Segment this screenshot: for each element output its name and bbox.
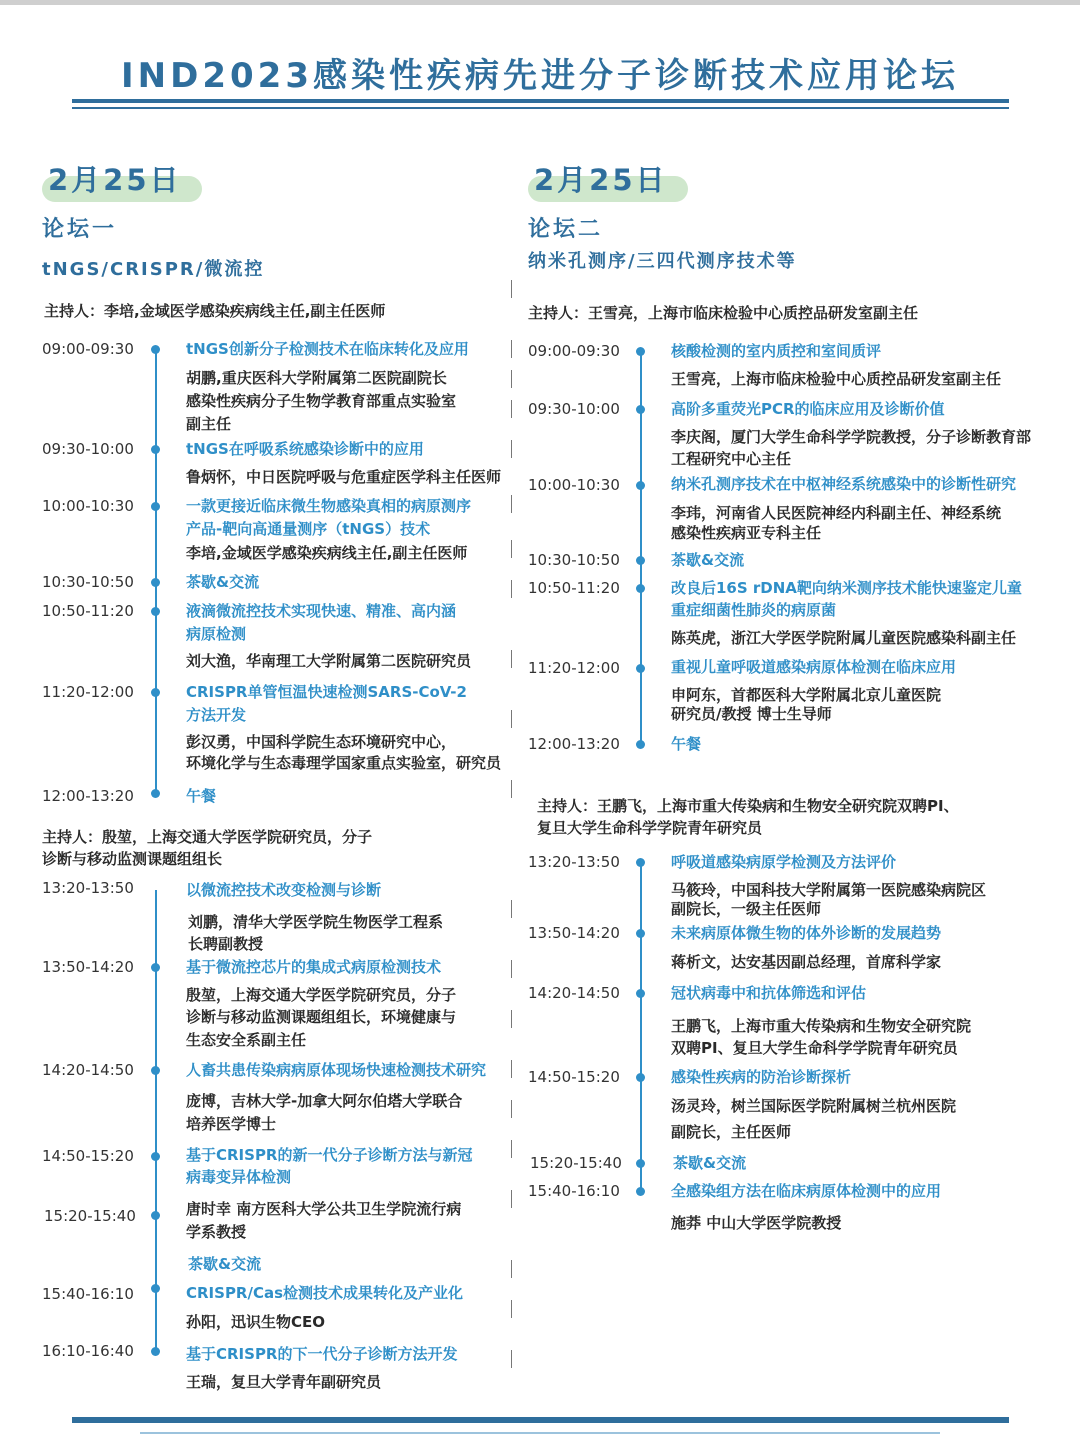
session-title: 重视儿童呼吸道感染病原体检测在临床应用: [671, 658, 957, 676]
divider-dash: [511, 580, 512, 598]
timeline-dot: [636, 405, 645, 414]
session-speaker: 陈英虎，浙江大学医学院附属儿童医院感染科副主任: [671, 629, 1017, 647]
session-title: 茶歇&交流: [671, 551, 745, 569]
divider-dash: [511, 495, 512, 513]
bottom-rule-thin: [140, 1432, 940, 1434]
left-host-2: 主持人：殷堃，上海交通大学医学院研究员，分子: [42, 828, 373, 846]
session-time: 13:20-13:50: [528, 853, 620, 871]
session-time: 14:50-15:20: [42, 1147, 134, 1165]
session-speaker: 副主任: [186, 415, 232, 433]
left-forum-name: 论坛一: [42, 217, 118, 242]
session-speaker: 施莽 中山大学医学院教授: [671, 1214, 842, 1232]
session-title: CRISPR单管恒温快速检测SARS-CoV-2: [186, 683, 467, 701]
session-title: tNGS创新分子检测技术在临床转化及应用: [186, 340, 469, 358]
session-speaker: 王雪亮，上海市临床检验中心质控品研发室副主任: [671, 370, 1002, 388]
session-title: 午餐: [186, 787, 217, 805]
session-time: 14:20-14:50: [528, 984, 620, 1002]
session-title: 改良后16S rDNA靶向纳米测序技术能快速鉴定儿童: [671, 579, 1022, 597]
right-host-1: 主持人：王雪亮，上海市临床检验中心质控品研发室副主任: [528, 304, 919, 322]
timeline-dot: [151, 578, 160, 587]
session-time: 10:50-11:20: [42, 602, 134, 620]
session-title: 呼吸道感染病原学检测及方法评价: [671, 853, 897, 871]
session-speaker: 学系教授: [186, 1223, 247, 1241]
session-title: 以微流控技术改变检测与诊断: [186, 881, 382, 899]
session-speaker: 马筱玲，中国科技大学附属第一医院感染病院区: [671, 881, 987, 899]
timeline-dot: [151, 607, 160, 616]
timeline-dot: [151, 1347, 160, 1356]
right-forum-topic: 纳米孔测序/三四代测序技术等: [528, 251, 797, 272]
left-forum-topic: tNGS/CRISPR/微流控: [42, 259, 265, 280]
divider-dash: [511, 370, 512, 388]
session-title: 午餐: [671, 735, 702, 753]
divider-dash: [511, 1060, 512, 1078]
session-speaker: 庞博，吉林大学-加拿大阿尔伯塔大学联合: [186, 1092, 463, 1110]
timeline-dot: [151, 1284, 160, 1293]
session-title: 基于CRISPR的新一代分子诊断方法与新冠: [186, 1146, 473, 1164]
timeline-dot: [151, 345, 160, 354]
divider-dash: [511, 1190, 512, 1208]
timeline-dot: [636, 664, 645, 673]
session-speaker: 诊断与移动监测课题组组长，环境健康与: [186, 1008, 457, 1026]
session-time: 15:20-15:40: [530, 1154, 622, 1172]
divider-dash: [511, 650, 512, 668]
session-time: 13:50-14:20: [528, 924, 620, 942]
session-time: 11:20-12:00: [528, 659, 620, 677]
session-speaker: 生态安全系副主任: [186, 1031, 307, 1049]
timeline-dot: [151, 688, 160, 697]
session-speaker: 王鹏飞，上海市重大传染病和生物安全研究院: [671, 1017, 972, 1035]
session-speaker: 副院长，一级主任医师: [671, 900, 822, 918]
session-title: 未来病原体微生物的体外诊断的发展趋势: [671, 924, 942, 942]
session-time: 15:20-15:40: [44, 1207, 136, 1225]
session-speaker: 李培,金域医学感染疾病线主任,副主任医师: [186, 544, 468, 562]
session-speaker: 殷堃，上海交通大学医学院研究员，分子: [186, 986, 457, 1004]
session-speaker: 李庆阁，厦门大学生命科学学院教授，分子诊断教育部: [671, 428, 1032, 446]
session-title: 产品-靶向高通量测序（tNGS）技术: [186, 520, 431, 538]
divider-dash: [511, 900, 512, 918]
session-time: 12:00-13:20: [42, 787, 134, 805]
divider-dash: [511, 1140, 512, 1158]
session-title: 高阶多重荧光PCR的临床应用及诊断价值: [671, 400, 945, 418]
session-title: 方法开发: [186, 706, 247, 724]
session-speaker: 研究员/教授 博士生导师: [671, 705, 832, 723]
session-speaker: 刘鹏，清华大学医学院生物医学工程系: [188, 913, 444, 931]
page-title: IND2023感染性疾病先进分子诊断技术应用论坛: [121, 56, 959, 96]
session-title: 核酸检测的室内质控和室间质评: [671, 342, 882, 360]
title-rule-thin: [72, 107, 1009, 109]
timeline-dot: [151, 1152, 160, 1161]
session-title: 基于微流控芯片的集成式病原检测技术: [186, 958, 442, 976]
timeline-dot: [636, 347, 645, 356]
session-title: 液滴微流控技术实现快速、精准、高内涵: [186, 602, 457, 620]
session-title: 冠状病毒中和抗体筛选和评估: [671, 984, 867, 1002]
divider-dash: [511, 280, 512, 298]
session-title: 基于CRISPR的下一代分子诊断方法开发: [186, 1345, 458, 1363]
session-speaker: 刘大渔，华南理工大学附属第二医院研究员: [186, 652, 472, 670]
session-time: 09:00-09:30: [528, 342, 620, 360]
session-time: 10:00-10:30: [528, 476, 620, 494]
session-title: 纳米孔测序技术在中枢神经系统感染中的诊断性研究: [671, 475, 1017, 493]
timeline-dot: [151, 502, 160, 511]
session-title: 全感染组方法在临床病原体检测中的应用: [671, 1182, 942, 1200]
session-title: 人畜共患传染病病原体现场快速检测技术研究: [186, 1061, 487, 1079]
divider-dash: [511, 1260, 512, 1278]
session-title: CRISPR/Cas检测技术成果转化及产业化: [186, 1284, 464, 1302]
session-speaker: 双聘PI、复旦大学生命科学学院青年研究员: [671, 1039, 958, 1057]
session-speaker: 蒋析文，达安基因副总经理，首席科学家: [671, 953, 942, 971]
left-timeline-1: [155, 350, 157, 796]
session-speaker: 感染性疾病亚专科主任: [671, 524, 822, 542]
session-time: 10:50-11:20: [528, 579, 620, 597]
session-title: 一款更接近临床微生物感染真相的病原测序: [186, 497, 472, 515]
session-time: 15:40-16:10: [42, 1285, 134, 1303]
divider-dash: [511, 400, 512, 418]
timeline-dot: [636, 556, 645, 565]
timeline-dot: [636, 1159, 645, 1168]
divider-dash: [511, 440, 512, 458]
session-title: tNGS在呼吸系统感染诊断中的应用: [186, 440, 424, 458]
session-time: 09:30-10:00: [42, 440, 134, 458]
session-time: 10:00-10:30: [42, 497, 134, 515]
timeline-dot: [636, 481, 645, 490]
session-speaker: 鲁炳怀，中日医院呼吸与危重症医学科主任医师: [186, 468, 502, 486]
divider-dash: [511, 780, 512, 798]
session-time: 13:50-14:20: [42, 958, 134, 976]
session-title: 茶歇&交流: [186, 573, 260, 591]
session-speaker: 王瑞，复旦大学青年副研究员: [186, 1373, 382, 1391]
session-speaker: 申阿东，首都医科大学附属北京儿童医院: [671, 686, 942, 704]
session-time: 14:20-14:50: [42, 1061, 134, 1079]
title-rule: [72, 99, 1009, 103]
divider-dash: [511, 960, 512, 978]
right-host-2: 复旦大学生命科学学院青年研究员: [537, 819, 763, 837]
divider-dash: [511, 1350, 512, 1368]
session-time: 09:00-09:30: [42, 340, 134, 358]
session-title: 重症细菌性肺炎的病原菌: [671, 601, 837, 619]
session-time: 10:30-10:50: [42, 573, 134, 591]
session-speaker: 培养医学博士: [186, 1115, 277, 1133]
divider-dash: [511, 340, 512, 358]
timeline-dot: [636, 740, 645, 749]
right-host-2: 主持人：王鹏飞，上海市重大传染病和生物安全研究院双聘PI、: [537, 797, 959, 815]
session-speaker: 唐时幸 南方医科大学公共卫生学院流行病: [186, 1200, 462, 1218]
right-forum-name: 论坛二: [528, 217, 604, 242]
timeline-dot: [636, 1187, 645, 1196]
timeline-dot: [151, 789, 160, 798]
session-speaker: 副院长，主任医师: [671, 1123, 792, 1141]
top-strip: [0, 0, 1080, 5]
timeline-dot: [636, 1073, 645, 1082]
bottom-rule: [72, 1417, 1009, 1423]
timeline-dot: [151, 1066, 160, 1075]
session-speaker: 环境化学与生态毒理学国家重点实验室，研究员: [186, 754, 502, 772]
timeline-dot: [636, 929, 645, 938]
timeline-dot: [151, 963, 160, 972]
timeline-dot: [636, 584, 645, 593]
left-host-2: 诊断与移动监测课题组组长: [42, 850, 223, 868]
timeline-dot: [636, 858, 645, 867]
divider-dash: [511, 1100, 512, 1118]
session-speaker: 长聘副教授: [188, 935, 264, 953]
session-time: 14:50-15:20: [528, 1068, 620, 1086]
session-speaker: 感染性疾病分子生物学教育部重点实验室: [186, 392, 457, 410]
session-speaker: 李玮，河南省人民医院神经内科副主任、神经系统: [671, 504, 1002, 522]
timeline-dot: [636, 989, 645, 998]
timeline-dot: [151, 445, 160, 454]
session-title: 感染性疾病的防治诊断探析: [671, 1068, 852, 1086]
left-date: 2月25日: [48, 163, 182, 197]
session-title: 病原检测: [186, 625, 247, 643]
session-title: 病毒变异体检测: [186, 1168, 292, 1186]
session-time: 10:30-10:50: [528, 551, 620, 569]
right-date: 2月25日: [534, 163, 668, 197]
divider-dash: [511, 710, 512, 728]
session-time: 15:40-16:10: [528, 1182, 620, 1200]
session-time: 09:30-10:00: [528, 400, 620, 418]
session-speaker: 彭汉勇，中国科学院生态环境研究中心，: [186, 733, 457, 751]
session-time: 11:20-12:00: [42, 683, 134, 701]
session-speaker: 胡鹏,重庆医科大学附属第二医院副院长: [186, 369, 447, 387]
divider-dash: [511, 1010, 512, 1028]
session-time: 16:10-16:40: [42, 1342, 134, 1360]
left-host-1: 主持人：李培,金域医学感染疾病线主任,副主任医师: [44, 302, 386, 320]
session-title: 茶歇&交流: [188, 1255, 262, 1273]
session-speaker: 孙阳，迅识生物CEO: [186, 1313, 326, 1331]
session-time: 12:00-13:20: [528, 735, 620, 753]
session-time: 13:20-13:50: [42, 879, 134, 897]
left-timeline-2: [155, 890, 157, 1351]
right-timeline-2: [640, 862, 642, 1192]
session-speaker: 工程研究中心主任: [671, 450, 792, 468]
timeline-dot: [151, 1211, 160, 1220]
divider-dash: [511, 1300, 512, 1318]
divider-dash: [511, 540, 512, 558]
session-speaker: 汤灵玲，树兰国际医学院附属树兰杭州医院: [671, 1097, 957, 1115]
session-title: 茶歇&交流: [673, 1154, 747, 1172]
